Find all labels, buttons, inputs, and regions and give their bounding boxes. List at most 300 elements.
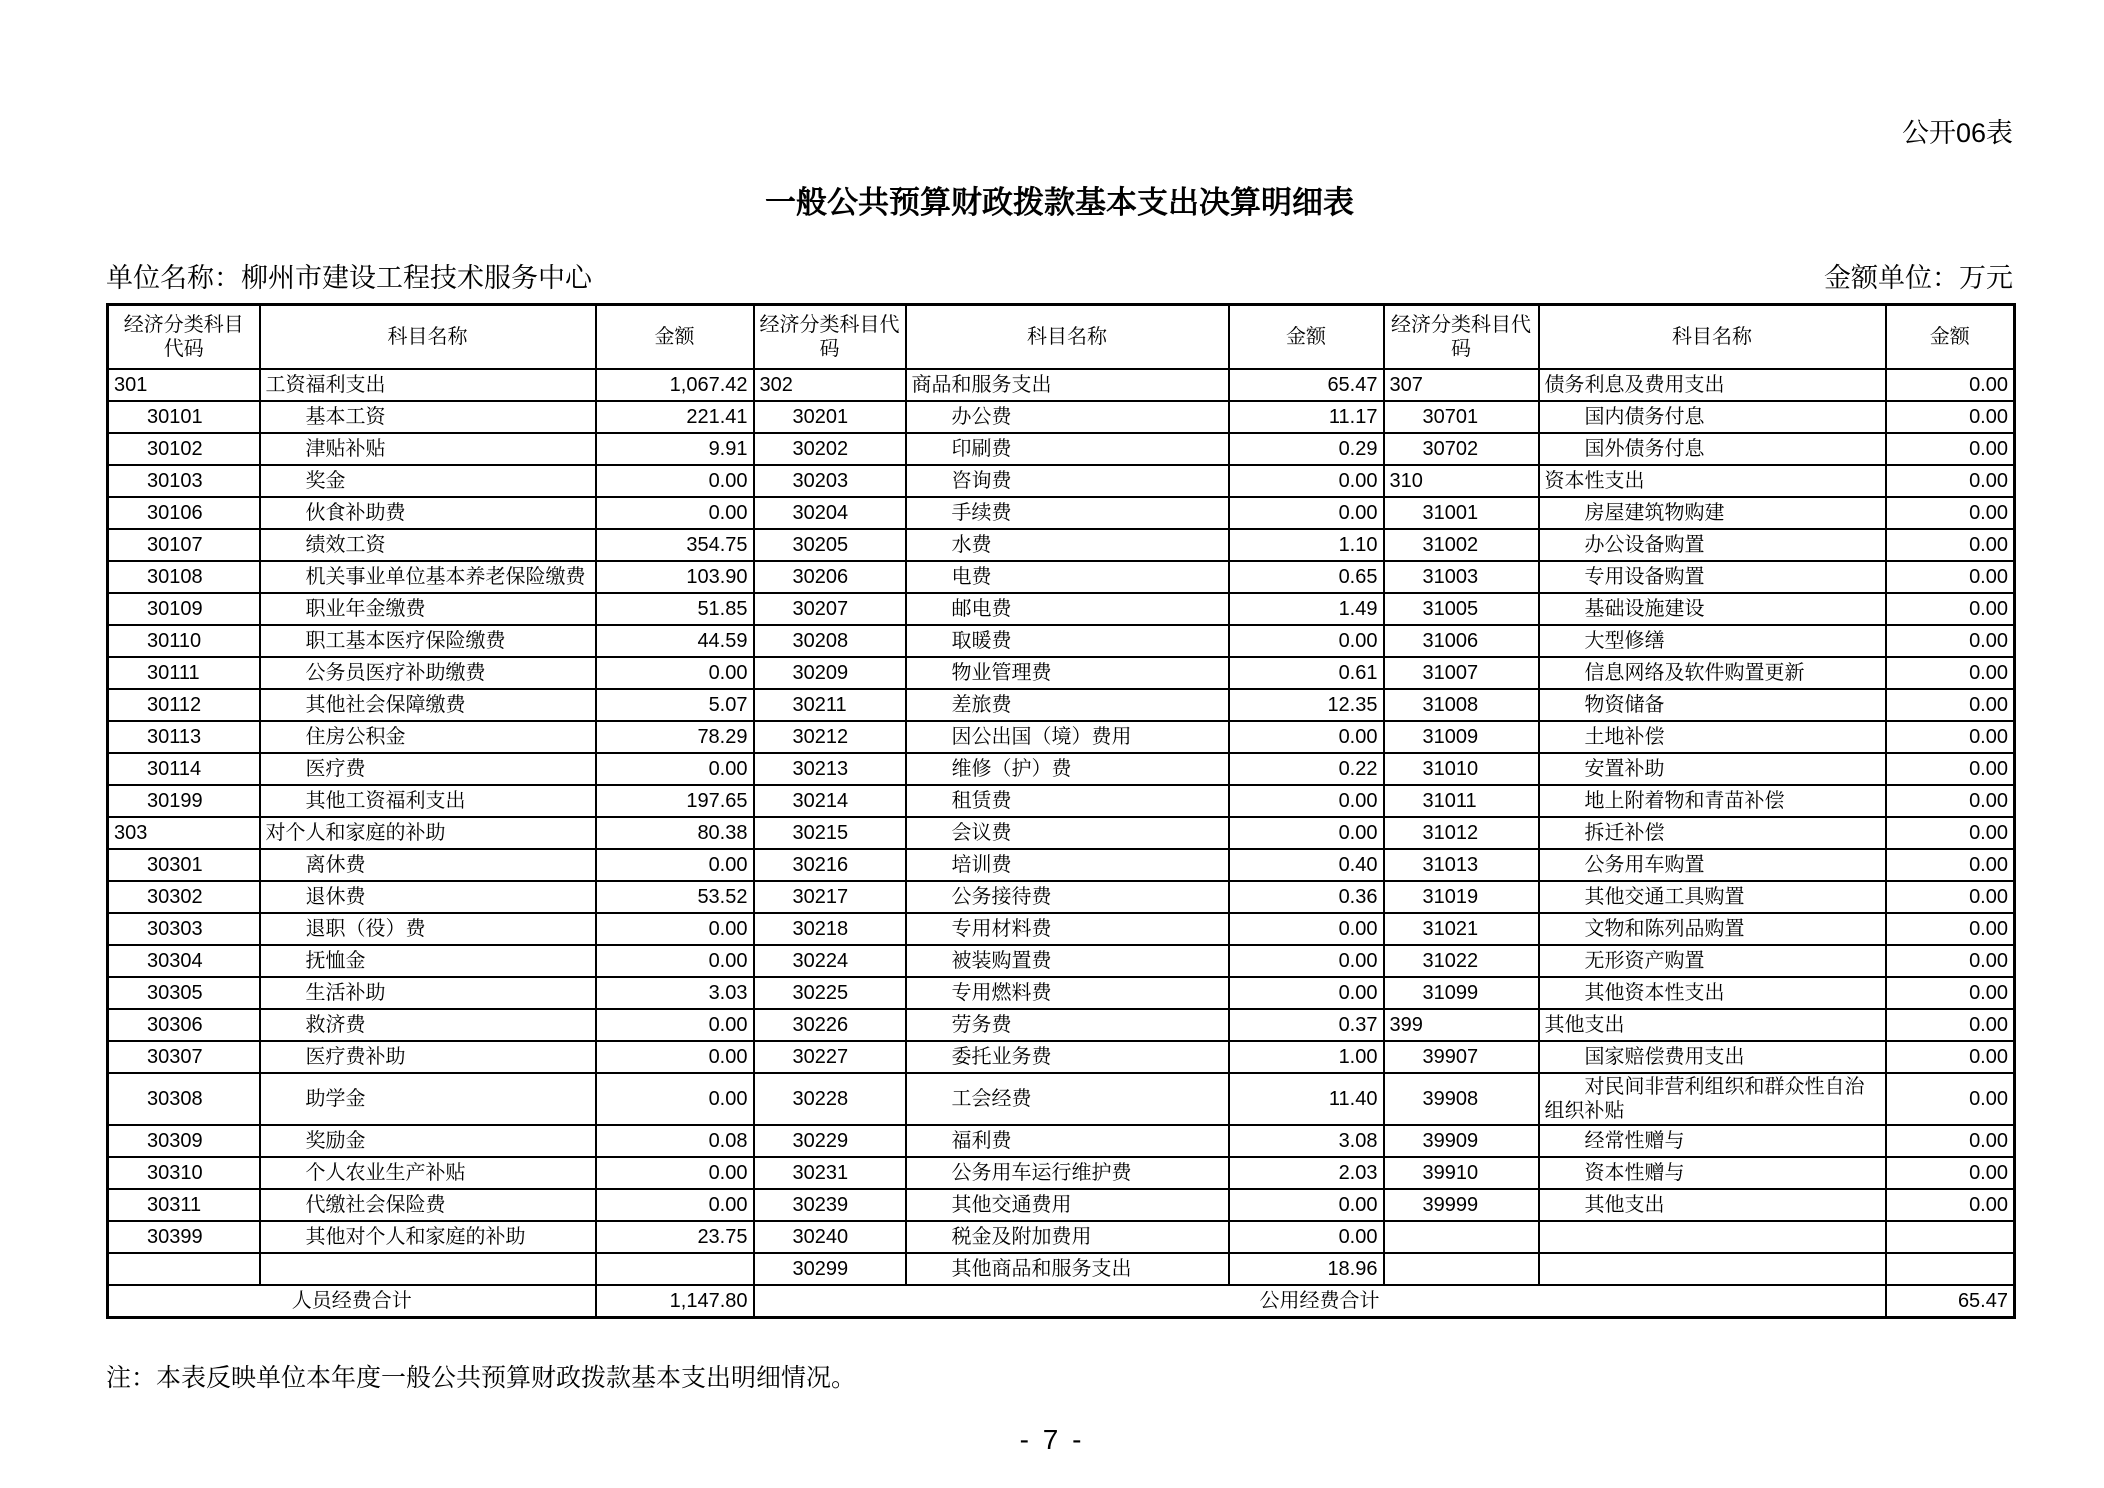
subject-code-cell: 30225 — [754, 977, 906, 1009]
subject-code-cell: 30306 — [108, 1009, 260, 1041]
subject-name-cell: 差旅费 — [906, 689, 1229, 721]
subject-code-cell: 30215 — [754, 817, 906, 849]
subject-amount-cell: 80.38 — [596, 817, 754, 849]
subject-amount-cell: 65.47 — [1229, 369, 1384, 401]
table-row — [108, 625, 2015, 657]
subject-name-cell: 机关事业单位基本养老保险缴费 — [260, 561, 596, 593]
subject-amount-cell: 3.08 — [1229, 1125, 1384, 1157]
table-row — [108, 1125, 2015, 1157]
subject-name-cell: 福利费 — [906, 1125, 1229, 1157]
subject-amount-cell: 0.00 — [1229, 497, 1384, 529]
subject-name-cell: 其他对个人和家庭的补助 — [260, 1221, 596, 1253]
header-amount-col1: 金额 — [596, 305, 754, 370]
subject-name-cell: 房屋建筑物购建 — [1539, 497, 1886, 529]
subject-code-cell: 30212 — [754, 721, 906, 753]
table-row — [108, 369, 2015, 401]
subject-name-cell: 商品和服务支出 — [906, 369, 1229, 401]
subject-code-cell: 30113 — [108, 721, 260, 753]
table-row — [108, 1073, 2015, 1125]
subject-name-cell: 对民间非营利组织和群众性自治组织补贴 — [1539, 1073, 1886, 1125]
subject-amount-cell: 9.91 — [596, 433, 754, 465]
subject-code-cell: 39909 — [1384, 1125, 1539, 1157]
subject-code-cell: 31007 — [1384, 657, 1539, 689]
subject-code-cell: 31099 — [1384, 977, 1539, 1009]
subject-name-cell: 公务用车购置 — [1539, 849, 1886, 881]
subject-name-cell: 国内债务付息 — [1539, 401, 1886, 433]
subject-code-cell: 30239 — [754, 1189, 906, 1221]
subject-code-cell: 307 — [1384, 369, 1539, 401]
subject-code-cell: 30240 — [754, 1221, 906, 1253]
subject-amount-cell: 0.00 — [1886, 689, 2015, 721]
subject-name-cell: 取暖费 — [906, 625, 1229, 657]
subject-name-cell: 住房公积金 — [260, 721, 596, 753]
subject-name-cell: 经常性赠与 — [1539, 1125, 1886, 1157]
subject-code-cell: 30701 — [1384, 401, 1539, 433]
subject-name-cell: 奖金 — [260, 465, 596, 497]
subject-amount-cell: 0.00 — [596, 1041, 754, 1073]
subject-code-cell: 30299 — [754, 1253, 906, 1285]
subject-code-cell: 31019 — [1384, 881, 1539, 913]
subject-amount-cell: 0.22 — [1229, 753, 1384, 785]
subject-name-cell: 电费 — [906, 561, 1229, 593]
subject-amount-cell: 0.00 — [1886, 433, 2015, 465]
meta-row — [106, 263, 2013, 293]
subject-code-cell: 31002 — [1384, 529, 1539, 561]
subject-code-cell: 30108 — [108, 561, 260, 593]
subject-code-cell: 39910 — [1384, 1157, 1539, 1189]
subject-amount-cell: 0.00 — [1886, 849, 2015, 881]
subject-amount-cell: 0.00 — [1886, 753, 2015, 785]
subject-code-cell: 31010 — [1384, 753, 1539, 785]
subject-code-cell: 30109 — [108, 593, 260, 625]
header-amount-col3: 金额 — [1886, 305, 2015, 370]
table-row — [108, 1253, 2015, 1285]
subject-code-cell: 30103 — [108, 465, 260, 497]
subject-name-cell: 其他交通工具购置 — [1539, 881, 1886, 913]
table-row — [108, 1157, 2015, 1189]
subject-amount-cell: 23.75 — [596, 1221, 754, 1253]
subject-name-cell: 其他商品和服务支出 — [906, 1253, 1229, 1285]
subject-code-cell — [1384, 1221, 1539, 1253]
subject-amount-cell: 0.00 — [1886, 657, 2015, 689]
subject-amount-cell: 18.96 — [1229, 1253, 1384, 1285]
subject-code-cell: 30399 — [108, 1221, 260, 1253]
subject-amount-cell: 0.00 — [1886, 881, 2015, 913]
subject-name-cell: 债务利息及费用支出 — [1539, 369, 1886, 401]
subject-code-cell: 30106 — [108, 497, 260, 529]
subject-name-cell: 咨询费 — [906, 465, 1229, 497]
table-note: 注：本表反映单位本年度一般公共预算财政拨款基本支出明细情况。 — [106, 1364, 857, 1392]
table-row — [108, 977, 2015, 1009]
subject-name-cell: 文物和陈列品购置 — [1539, 913, 1886, 945]
table-row — [108, 849, 2015, 881]
subject-amount-cell: 103.90 — [596, 561, 754, 593]
subject-name-cell: 印刷费 — [906, 433, 1229, 465]
subject-name-cell: 津贴补贴 — [260, 433, 596, 465]
subject-code-cell: 31009 — [1384, 721, 1539, 753]
subject-amount-cell: 53.52 — [596, 881, 754, 913]
subject-name-cell: 被装购置费 — [906, 945, 1229, 977]
subject-code-cell: 31001 — [1384, 497, 1539, 529]
subject-code-cell: 30304 — [108, 945, 260, 977]
subject-code-cell: 30112 — [108, 689, 260, 721]
subject-amount-cell: 0.00 — [1886, 561, 2015, 593]
table-row — [108, 1009, 2015, 1041]
subject-amount-cell: 0.00 — [1886, 977, 2015, 1009]
subject-name-cell: 代缴社会保险费 — [260, 1189, 596, 1221]
subject-code-cell: 31005 — [1384, 593, 1539, 625]
subject-amount-cell: 0.00 — [596, 657, 754, 689]
form-number-label: 公开06表 — [1901, 118, 2013, 148]
table-row — [108, 465, 2015, 497]
subject-code-cell: 39907 — [1384, 1041, 1539, 1073]
subject-code-cell: 30209 — [754, 657, 906, 689]
subject-name-cell: 伙食补助费 — [260, 497, 596, 529]
subject-name-cell: 资本性支出 — [1539, 465, 1886, 497]
subject-name-cell: 劳务费 — [906, 1009, 1229, 1041]
subject-amount-cell: 1.00 — [1229, 1041, 1384, 1073]
header-code-col1: 经济分类科目代码 — [108, 305, 260, 370]
subject-amount-cell: 0.00 — [1886, 465, 2015, 497]
subject-amount-cell: 0.00 — [1229, 945, 1384, 977]
subject-name-cell: 地上附着物和青苗补偿 — [1539, 785, 1886, 817]
subject-code-cell: 303 — [108, 817, 260, 849]
subject-amount-cell: 0.00 — [1886, 1157, 2015, 1189]
subject-code-cell: 302 — [754, 369, 906, 401]
subject-amount-cell — [1886, 1221, 2015, 1253]
subject-name-cell: 专用设备购置 — [1539, 561, 1886, 593]
subject-amount-cell: 3.03 — [596, 977, 754, 1009]
subject-amount-cell: 0.00 — [1886, 529, 2015, 561]
subject-amount-cell: 0.65 — [1229, 561, 1384, 593]
subject-amount-cell: 354.75 — [596, 529, 754, 561]
subject-amount-cell: 0.00 — [1229, 625, 1384, 657]
table-row — [108, 1041, 2015, 1073]
public-total-amount: 65.47 — [1886, 1285, 2015, 1318]
subject-amount-cell: 0.37 — [1229, 1009, 1384, 1041]
subject-code-cell: 30208 — [754, 625, 906, 657]
subject-code-cell: 30202 — [754, 433, 906, 465]
subject-code-cell: 30702 — [1384, 433, 1539, 465]
subject-amount-cell: 0.00 — [1229, 913, 1384, 945]
subject-amount-cell: 1,067.42 — [596, 369, 754, 401]
expenditure-detail-table — [106, 303, 2016, 1319]
subject-amount-cell: 0.00 — [1229, 1189, 1384, 1221]
subject-code-cell: 30213 — [754, 753, 906, 785]
subject-name-cell: 基础设施建设 — [1539, 593, 1886, 625]
subject-name-cell: 办公费 — [906, 401, 1229, 433]
subject-amount-cell: 0.00 — [1886, 401, 2015, 433]
subject-amount-cell: 0.00 — [1229, 817, 1384, 849]
subject-amount-cell: 0.00 — [1886, 497, 2015, 529]
subject-name-cell: 工会经费 — [906, 1073, 1229, 1125]
subject-amount-cell: 0.00 — [596, 1073, 754, 1125]
subject-name-cell: 其他社会保障缴费 — [260, 689, 596, 721]
subject-amount-cell: 0.00 — [1229, 785, 1384, 817]
subject-amount-cell: 0.00 — [596, 497, 754, 529]
table-row — [108, 561, 2015, 593]
subject-code-cell: 30205 — [754, 529, 906, 561]
subject-name-cell: 医疗费补助 — [260, 1041, 596, 1073]
subject-code-cell: 30216 — [754, 849, 906, 881]
subject-code-cell: 30214 — [754, 785, 906, 817]
subject-name-cell: 会议费 — [906, 817, 1229, 849]
subject-amount-cell: 0.00 — [1886, 1009, 2015, 1041]
subject-code-cell: 30102 — [108, 433, 260, 465]
subject-amount-cell: 0.00 — [596, 849, 754, 881]
subject-code-cell: 31013 — [1384, 849, 1539, 881]
subject-code-cell: 30207 — [754, 593, 906, 625]
subject-name-cell: 其他支出 — [1539, 1009, 1886, 1041]
subject-code-cell: 30111 — [108, 657, 260, 689]
subject-code-cell — [1384, 1253, 1539, 1285]
unit-name-label: 单位名称：柳州市建设工程技术服务中心 — [106, 263, 592, 293]
subject-name-cell: 物业管理费 — [906, 657, 1229, 689]
subject-code-cell: 39999 — [1384, 1189, 1539, 1221]
subject-amount-cell: 0.29 — [1229, 433, 1384, 465]
table-row — [108, 945, 2015, 977]
subject-amount-cell: 0.00 — [596, 465, 754, 497]
subject-name-cell: 离休费 — [260, 849, 596, 881]
subject-name-cell: 其他支出 — [1539, 1189, 1886, 1221]
subject-name-cell — [1539, 1253, 1886, 1285]
header-name-col3: 科目名称 — [1539, 305, 1886, 370]
subject-code-cell: 30224 — [754, 945, 906, 977]
subject-name-cell: 公务员医疗补助缴费 — [260, 657, 596, 689]
subject-amount-cell: 0.00 — [1886, 369, 2015, 401]
subject-amount-cell: 0.00 — [1886, 945, 2015, 977]
subject-code-cell: 399 — [1384, 1009, 1539, 1041]
subject-amount-cell: 12.35 — [1229, 689, 1384, 721]
subject-code-cell: 30114 — [108, 753, 260, 785]
subject-name-cell: 工资福利支出 — [260, 369, 596, 401]
subject-name-cell: 其他资本性支出 — [1539, 977, 1886, 1009]
subject-amount-cell: 0.00 — [1886, 913, 2015, 945]
subject-name-cell: 基本工资 — [260, 401, 596, 433]
subject-amount-cell — [596, 1253, 754, 1285]
table-row — [108, 753, 2015, 785]
subject-code-cell: 30199 — [108, 785, 260, 817]
table-row — [108, 433, 2015, 465]
subject-amount-cell: 0.36 — [1229, 881, 1384, 913]
subject-code-cell: 30309 — [108, 1125, 260, 1157]
subject-code-cell: 301 — [108, 369, 260, 401]
subject-name-cell: 因公出国（境）费用 — [906, 721, 1229, 753]
subject-amount-cell: 0.00 — [1886, 1125, 2015, 1157]
subject-amount-cell: 0.00 — [596, 913, 754, 945]
subject-code-cell: 30310 — [108, 1157, 260, 1189]
table-row — [108, 721, 2015, 753]
subject-code-cell: 30203 — [754, 465, 906, 497]
subject-amount-cell: 0.00 — [1229, 721, 1384, 753]
table-footer-row — [108, 1285, 2015, 1318]
subject-amount-cell: 0.40 — [1229, 849, 1384, 881]
subject-amount-cell: 0.00 — [1229, 977, 1384, 1009]
subject-name-cell: 安置补助 — [1539, 753, 1886, 785]
subject-name-cell: 委托业务费 — [906, 1041, 1229, 1073]
subject-name-cell: 税金及附加费用 — [906, 1221, 1229, 1253]
subject-code-cell: 30201 — [754, 401, 906, 433]
subject-code-cell: 310 — [1384, 465, 1539, 497]
table-row — [108, 913, 2015, 945]
header-name-col1: 科目名称 — [260, 305, 596, 370]
subject-code-cell: 30211 — [754, 689, 906, 721]
subject-name-cell: 助学金 — [260, 1073, 596, 1125]
amount-unit-label: 金额单位：万元 — [1824, 263, 2013, 293]
subject-code-cell: 30231 — [754, 1157, 906, 1189]
subject-name-cell: 职工基本医疗保险缴费 — [260, 625, 596, 657]
subject-code-cell: 30206 — [754, 561, 906, 593]
subject-code-cell: 30301 — [108, 849, 260, 881]
personnel-total-amount: 1,147.80 — [596, 1285, 754, 1318]
subject-name-cell: 生活补助 — [260, 977, 596, 1009]
subject-name-cell — [1539, 1221, 1886, 1253]
subject-amount-cell: 0.00 — [1886, 817, 2015, 849]
public-total-label: 公用经费合计 — [754, 1285, 1886, 1318]
subject-name-cell: 医疗费 — [260, 753, 596, 785]
subject-name-cell: 对个人和家庭的补助 — [260, 817, 596, 849]
subject-name-cell: 手续费 — [906, 497, 1229, 529]
table-row — [108, 529, 2015, 561]
subject-amount-cell: 221.41 — [596, 401, 754, 433]
subject-name-cell: 培训费 — [906, 849, 1229, 881]
subject-amount-cell: 0.00 — [1229, 1221, 1384, 1253]
subject-name-cell: 资本性赠与 — [1539, 1157, 1886, 1189]
subject-name-cell: 维修（护）费 — [906, 753, 1229, 785]
subject-amount-cell: 1.49 — [1229, 593, 1384, 625]
subject-code-cell: 30303 — [108, 913, 260, 945]
subject-code-cell: 30218 — [754, 913, 906, 945]
subject-name-cell: 奖励金 — [260, 1125, 596, 1157]
subject-name-cell: 个人农业生产补贴 — [260, 1157, 596, 1189]
subject-code-cell: 30107 — [108, 529, 260, 561]
subject-amount-cell: 0.00 — [596, 1157, 754, 1189]
subject-amount-cell: 0.00 — [1886, 1073, 2015, 1125]
table-row — [108, 689, 2015, 721]
subject-code-cell: 30305 — [108, 977, 260, 1009]
table-body — [108, 369, 2015, 1285]
subject-amount-cell: 0.00 — [1886, 593, 2015, 625]
subject-amount-cell — [1886, 1253, 2015, 1285]
subject-code-cell: 30101 — [108, 401, 260, 433]
subject-name-cell: 土地补偿 — [1539, 721, 1886, 753]
subject-code-cell: 30226 — [754, 1009, 906, 1041]
page-number: - 7 - — [1019, 1424, 1085, 1455]
table-row — [108, 785, 2015, 817]
subject-name-cell: 绩效工资 — [260, 529, 596, 561]
subject-name-cell: 邮电费 — [906, 593, 1229, 625]
subject-amount-cell: 0.00 — [1886, 1041, 2015, 1073]
subject-code-cell: 31021 — [1384, 913, 1539, 945]
subject-name-cell: 无形资产购置 — [1539, 945, 1886, 977]
subject-name-cell: 专用燃料费 — [906, 977, 1229, 1009]
table-row — [108, 657, 2015, 689]
subject-name-cell: 救济费 — [260, 1009, 596, 1041]
subject-name-cell: 抚恤金 — [260, 945, 596, 977]
subject-code-cell: 31006 — [1384, 625, 1539, 657]
subject-amount-cell: 1.10 — [1229, 529, 1384, 561]
subject-amount-cell: 0.00 — [596, 1009, 754, 1041]
subject-name-cell: 退职（役）费 — [260, 913, 596, 945]
subject-name-cell: 租赁费 — [906, 785, 1229, 817]
table-header-row — [108, 305, 2015, 370]
subject-amount-cell: 0.00 — [1229, 465, 1384, 497]
subject-amount-cell: 0.61 — [1229, 657, 1384, 689]
table-row — [108, 1189, 2015, 1221]
subject-code-cell: 30110 — [108, 625, 260, 657]
header-name-col2: 科目名称 — [906, 305, 1229, 370]
subject-name-cell: 大型修缮 — [1539, 625, 1886, 657]
subject-name-cell: 拆迁补偿 — [1539, 817, 1886, 849]
subject-amount-cell: 0.00 — [596, 1189, 754, 1221]
subject-name-cell: 专用材料费 — [906, 913, 1229, 945]
subject-amount-cell: 5.07 — [596, 689, 754, 721]
subject-amount-cell: 0.00 — [1886, 1189, 2015, 1221]
table-row — [108, 817, 2015, 849]
subject-code-cell — [108, 1253, 260, 1285]
subject-name-cell: 信息网络及软件购置更新 — [1539, 657, 1886, 689]
subject-amount-cell: 0.00 — [596, 753, 754, 785]
subject-name-cell: 办公设备购置 — [1539, 529, 1886, 561]
personnel-total-label: 人员经费合计 — [108, 1285, 596, 1318]
subject-name-cell: 职业年金缴费 — [260, 593, 596, 625]
subject-amount-cell: 11.17 — [1229, 401, 1384, 433]
subject-amount-cell: 0.08 — [596, 1125, 754, 1157]
subject-code-cell: 31011 — [1384, 785, 1539, 817]
subject-code-cell: 31012 — [1384, 817, 1539, 849]
header-amount-col2: 金额 — [1229, 305, 1384, 370]
subject-code-cell: 31022 — [1384, 945, 1539, 977]
subject-name-cell: 水费 — [906, 529, 1229, 561]
table-row — [108, 1221, 2015, 1253]
subject-code-cell: 30228 — [754, 1073, 906, 1125]
subject-amount-cell: 11.40 — [1229, 1073, 1384, 1125]
subject-name-cell: 其他工资福利支出 — [260, 785, 596, 817]
subject-code-cell: 30311 — [108, 1189, 260, 1221]
subject-amount-cell: 44.59 — [596, 625, 754, 657]
subject-name-cell: 公务用车运行维护费 — [906, 1157, 1229, 1189]
header-code-col2: 经济分类科目代码 — [754, 305, 906, 370]
subject-amount-cell: 51.85 — [596, 593, 754, 625]
subject-amount-cell: 0.00 — [596, 945, 754, 977]
subject-code-cell: 30307 — [108, 1041, 260, 1073]
subject-amount-cell: 0.00 — [1886, 721, 2015, 753]
subject-name-cell: 国家赔偿费用支出 — [1539, 1041, 1886, 1073]
subject-code-cell: 30227 — [754, 1041, 906, 1073]
table-row — [108, 401, 2015, 433]
subject-name-cell: 公务接待费 — [906, 881, 1229, 913]
subject-code-cell: 31003 — [1384, 561, 1539, 593]
subject-code-cell: 30204 — [754, 497, 906, 529]
subject-code-cell: 39908 — [1384, 1073, 1539, 1125]
table-row — [108, 881, 2015, 913]
subject-code-cell: 30229 — [754, 1125, 906, 1157]
table-row — [108, 593, 2015, 625]
subject-code-cell: 30302 — [108, 881, 260, 913]
subject-amount-cell: 0.00 — [1886, 625, 2015, 657]
subject-name-cell: 其他交通费用 — [906, 1189, 1229, 1221]
subject-amount-cell: 0.00 — [1886, 785, 2015, 817]
subject-code-cell: 30217 — [754, 881, 906, 913]
subject-code-cell: 31008 — [1384, 689, 1539, 721]
subject-name-cell — [260, 1253, 596, 1285]
subject-name-cell: 物资储备 — [1539, 689, 1886, 721]
subject-name-cell: 退休费 — [260, 881, 596, 913]
header-code-col3: 经济分类科目代码 — [1384, 305, 1539, 370]
subject-name-cell: 国外债务付息 — [1539, 433, 1886, 465]
table-row — [108, 497, 2015, 529]
subject-amount-cell: 197.65 — [596, 785, 754, 817]
